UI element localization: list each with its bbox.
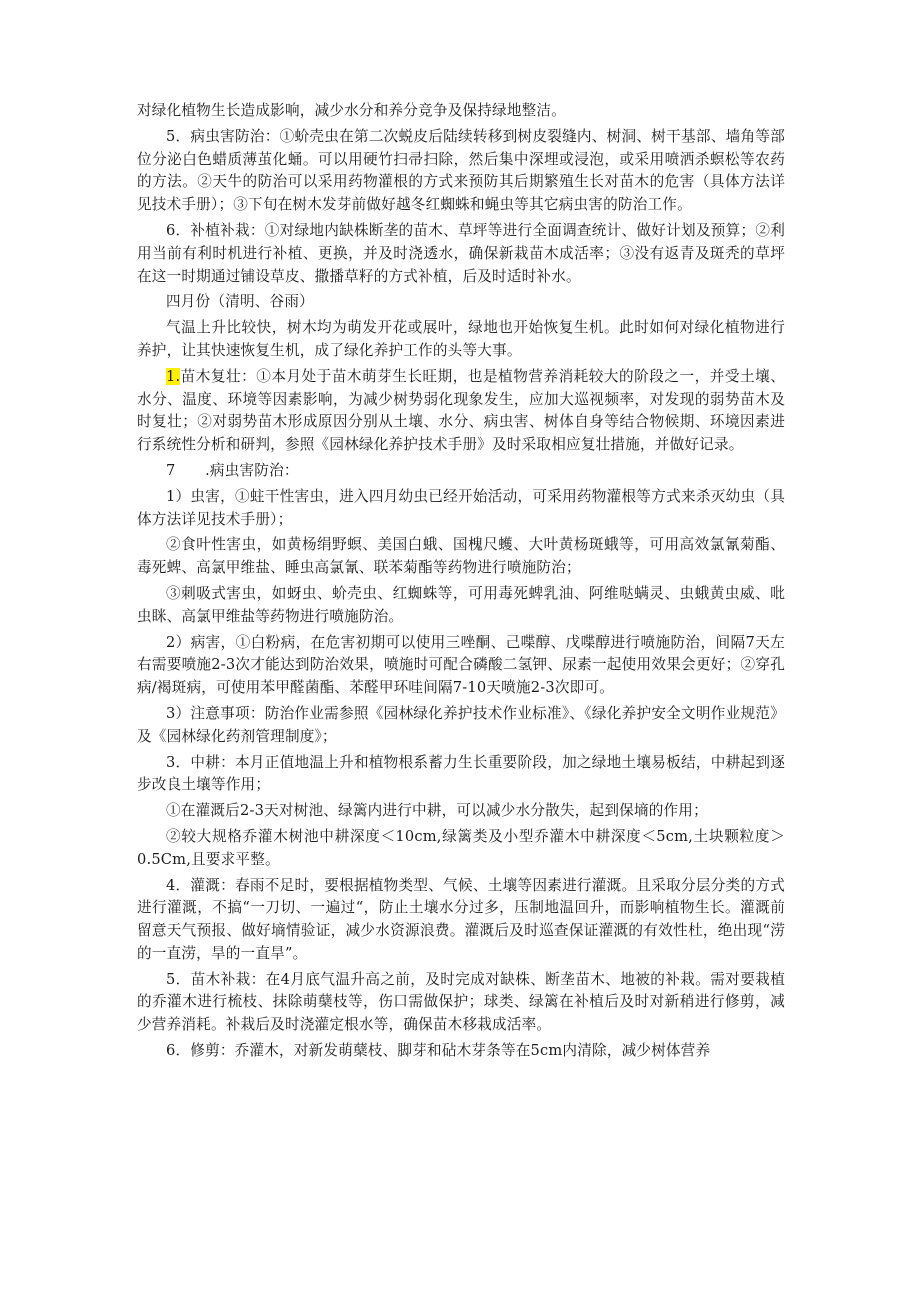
paragraph <box>137 366 785 457</box>
section-heading: 四月份（清明、谷雨） <box>166 293 314 311</box>
paragraph: 对绿化植物生长造成影响，减少水分和养分竞争及保持绿地整洁。 <box>137 102 567 119</box>
paragraph: 5．苗木补栽：在4月底气温升高之前，及时完成对缺株、断垄苗木、地被的补栽。需对要栽植的乔灌木进行梳枝、抹除萌蘖枝等，伤口需做保护；球类、绿篱在补植后及时对新稍进行修剪，减少营养消耗。补栽后及时浇灌定根水等，确保苗木移栽成活率。 <box>137 970 785 1034</box>
paragraph: ②较大规格乔灌木树池中耕深度＜10cm,绿篱类及小型乔灌木中耕深度＜5cm,土块颗粒度＞0.5Cm,且要求平整。 <box>137 827 785 868</box>
highlighted-number: 1. <box>166 367 181 385</box>
paragraph: 3）注意事项：防治作业需参照《园林绿化养护技术作业标准》、《绿化养护安全文明作业规范》及《园林绿化药剂管理制度》； <box>137 704 785 745</box>
paragraph: 气温上升比较快，树木均为萌发开花或展叶，绿地也开始恢复生机。此时如何对绿化植物进行养护，让其快速恢复生机，成了绿化养护工作的头等大事。 <box>137 319 785 359</box>
paragraph-text: 苗木复壮：①本月处于苗木萌芽生长旺期，也是植物营养消耗较大的阶段之一，并受土壤、水分、温度、环境等因素影响，为减少树势弱化现象发生，应加大巡视频率，对发现的弱势苗木及时复壮；②对弱势苗木形成原因分别从土壤、水分、病虫害、树体自身等结合物候期、环境因素进行系统性分析和研判，参照《园林绿化养护技术手册》及时采取相应复壮措施，并做好记录。 <box>137 367 785 454</box>
document-page <box>137 100 785 1066</box>
paragraph: 1）虫害，①蛀干性害虫，进入四月幼虫已经开始活动，可采用药物灌根等方式来杀灭幼虫（具体方法详见技术手册）； <box>137 487 785 528</box>
paragraph: 6．修剪：乔灌木，对新发萌蘖枝、脚芽和砧木芽条等在5cm内清除，减少树体营养 <box>166 1042 711 1060</box>
paragraph: 7 .病虫害防治： <box>166 461 299 479</box>
paragraph: 2）病害，①白粉病，在危害初期可以使用三唑酮、己喋醇、戊喋醇进行喷施防治，间隔7天左右需要喷施2-3次才能达到防治效果，喷施时可配合磷酸二氢钾、尿素一起使用效果会更好；②穿孔病/褐斑病，可使用苯甲醛菌酯、苯醛甲环哇间隔7-10天喷施2-3次即可。 <box>137 633 785 697</box>
paragraph: ③刺吸式害虫，如蚜虫、蚧壳虫、红蜘蛛等，可用毒死蜱乳油、阿维哒螨灵、虫蛾黄虫威、吡虫眯、高氯甲维盐等药物进行喷施防治。 <box>137 584 785 625</box>
paragraph: ①在灌溉后2-3天对树池、绿篱内进行中耕，可以减少水分散失，起到保墒的作用； <box>166 802 708 820</box>
paragraph: ②食叶性害虫，如黄杨绢野螟、美国白蛾、国槐尺蠖、大叶黄杨斑蛾等，可用高效氯氰菊酯、毒死蜱、高氯甲维盐、睡虫高氯氰、联苯菊酯等药物进行喷施防治； <box>137 536 785 577</box>
paragraph: 6．补植补栽：①对绿地内缺株断垄的苗木、草坪等进行全面调查统计、做好计划及预算；②利用当前有利时机进行补植、更换，并及时浇透水，确保新栽苗木成活率；③没有返青及斑秃的草坪在这一时期通过铺设草皮、撒播草籽的方式补植，后及时适时补水。 <box>137 221 785 285</box>
paragraph: 5．病虫害防治：①蚧壳虫在第二次蜕皮后陆续转移到树皮裂缝内、树洞、树干基部、墙角等部位分泌白色蜡质薄茧化蛹。可以用硬竹扫帚扫除，然后集中深埋或浸泡，或采用喷洒杀螟松等农药的方法。②天牛的防治可以采用药物灌根的方式来预防其后期繁殖生长对苗木的危害（具体方法详见技术手册）；③下旬在树木发芽前做好越冬红蜘蛛和蝇虫等其它病虫害的防治工作。 <box>137 127 785 214</box>
paragraph: 3．中耕：本月正值地温上升和植物根系蓄力生长重要阶段，加之绿地土壤易板结，中耕起到逐步改良土壤等作用； <box>137 753 785 794</box>
paragraph: 4．灌溉：春雨不足时，要根据植物类型、气候、土壤等因素进行灌溉。且采取分层分类的方式进行灌溉，不搞“一刀切、一遍过“，防止土壤水分过多，压制地温回升，而影响植物生长。灌溉前留意天气预报、做好墒情验证，减少水资源浪费。灌溉后及时巡查保证灌溉的有效性杜，绝出现“涝的一直涝，旱的一直旱”。 <box>137 876 785 962</box>
